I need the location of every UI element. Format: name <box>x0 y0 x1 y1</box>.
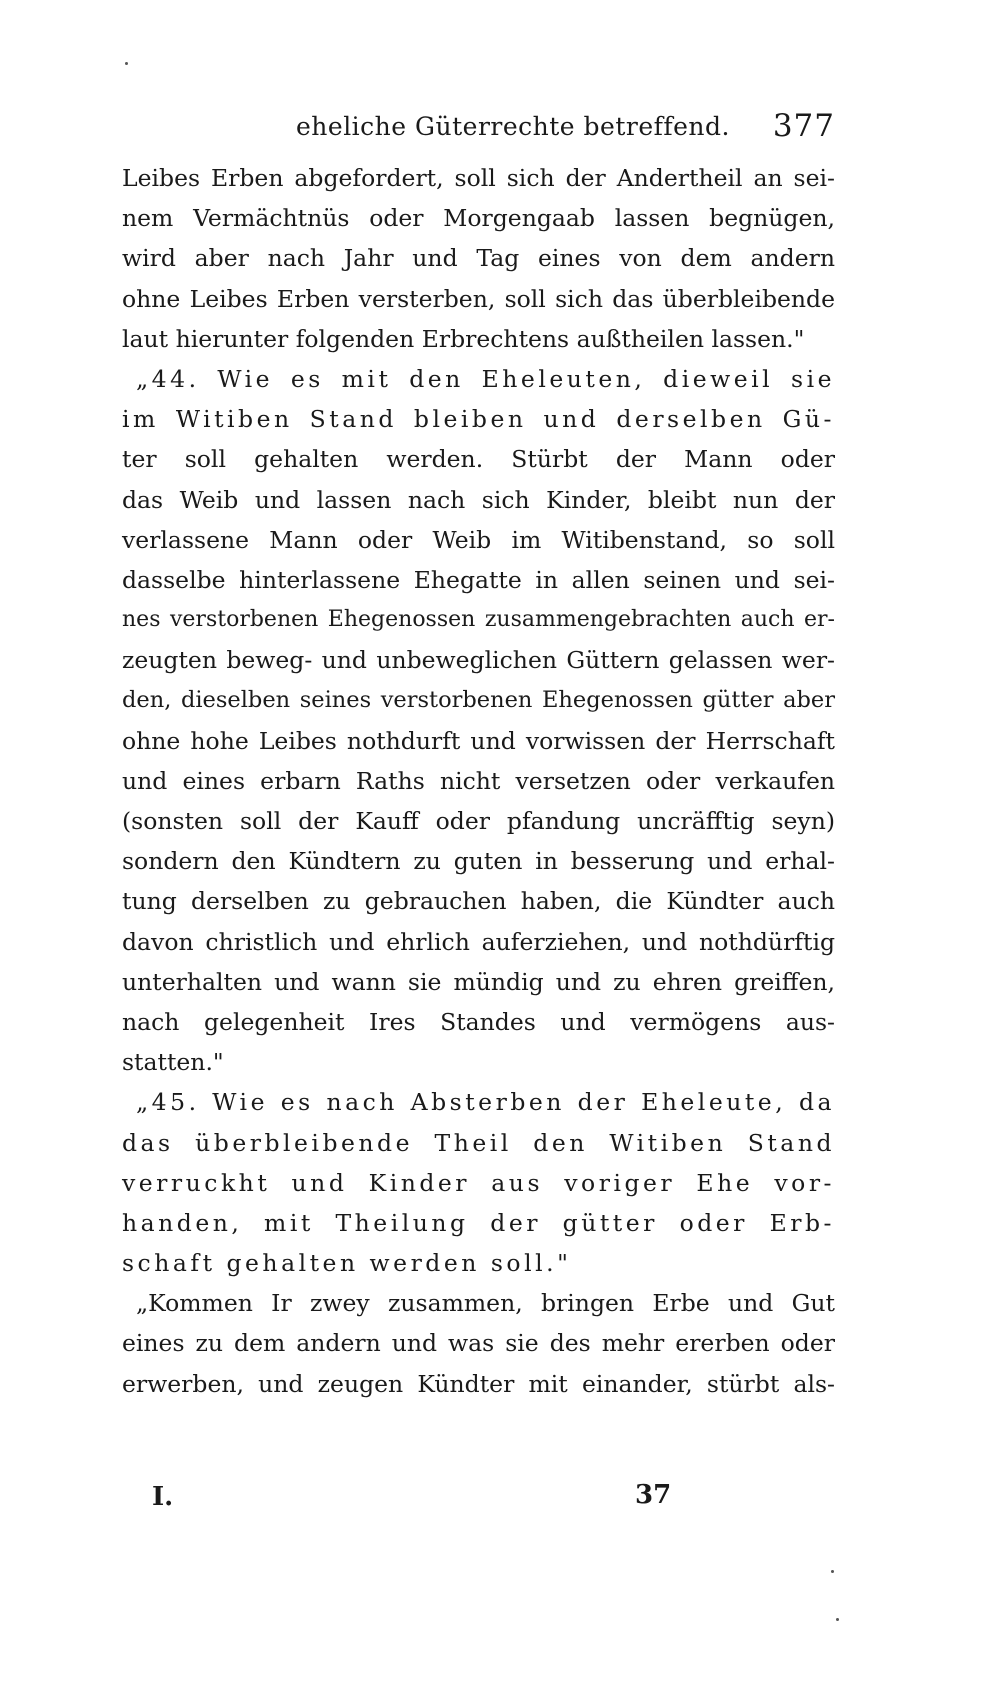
section-heading-line: im Witiben Stand bleiben und derselben Gü- <box>122 405 835 434</box>
paper-speck <box>836 1618 839 1621</box>
page-header <box>120 108 835 148</box>
text-line: davon christlich und ehrlich auferziehen, und nothdürftig <box>122 927 835 956</box>
text-line: das Weib und lassen nach sich Kinder, bleibt nun der <box>122 485 835 514</box>
text-line: und eines erbarn Raths nicht versetzen oder verkaufen <box>122 766 835 795</box>
text-line: ter soll gehalten werden. Stürbt der Mann oder <box>122 445 835 474</box>
text-line: nem Vermächtnüs oder Morgengaab lassen begnügen, <box>122 204 835 233</box>
text-line: unterhalten und wann sie mündig und zu ehren greiffen, <box>122 967 835 996</box>
paper-speck <box>125 62 128 65</box>
sheet-number: 37 <box>635 1480 672 1510</box>
section-heading-line: handen, mit Theilung der gütter oder Erb- <box>122 1208 835 1237</box>
text-line: erwerben, und zeugen Kündter mit einander, stürbt als- <box>122 1369 835 1398</box>
body-text <box>122 158 835 1404</box>
page-number: 377 <box>772 108 835 144</box>
section-heading-line: verruckht und Kinder aus voriger Ehe vor- <box>122 1168 835 1197</box>
page-footer <box>152 1482 712 1516</box>
text-line: den, dieselben seines verstorbenen Ehegenossen gütter aber <box>122 687 835 714</box>
text-line: nes verstorbenen Ehegenossen zusammengebrachten auch er- <box>122 607 835 633</box>
section-heading-line: „44. Wie es mit den Eheleuten, dieweil sie <box>136 364 835 393</box>
text-line: zeugten beweg- und unbeweglichen Güttern gelassen wer- <box>122 646 835 675</box>
section-heading-line: „45. Wie es nach Absterben der Eheleute, da <box>136 1088 835 1117</box>
text-line: Leibes Erben abgefordert, soll sich der Andertheil an sei- <box>122 164 835 192</box>
text-line: verlassene Mann oder Weib im Witibenstand, so soll <box>122 525 835 554</box>
text-line: nach gelegenheit Ires Standes und vermögens aus- <box>122 1007 835 1036</box>
text-line: eines zu dem andern und was sie des mehr ererben oder <box>122 1329 835 1358</box>
text-line: ohne hohe Leibes nothdurft und vorwissen der Herrschaft <box>122 726 835 755</box>
text-line: „Kommen Ir zwey zusammen, bringen Erbe und Gut <box>136 1289 835 1318</box>
text-line: statten." <box>122 1048 224 1077</box>
text-line: laut hierunter folgenden Erbrechtens außtheilen lassen." <box>122 324 805 353</box>
text-line: ohne Leibes Erben versterben, soll sich das überbleibende <box>122 284 835 313</box>
signature-mark: I. <box>152 1482 174 1512</box>
paper-speck <box>831 1570 834 1573</box>
section-heading-line: das überbleibende Theil den Witiben Stand <box>122 1128 835 1157</box>
text-line: dasselbe hinterlassene Ehegatte in allen seinen und sei- <box>122 565 835 594</box>
text-line: tung derselben zu gebrauchen haben, die Kündter auch <box>122 887 835 916</box>
text-line: (sonsten soll der Kauff oder pfandung uncräfftig seyn) <box>122 807 835 835</box>
section-heading-line: schaft gehalten werden soll." <box>122 1249 572 1278</box>
running-head: eheliche Güterrechte betreffend. <box>296 112 730 141</box>
text-line: wird aber nach Jahr und Tag eines von dem andern <box>122 244 835 273</box>
text-line: sondern den Kündtern zu guten in besserung und erhal- <box>122 847 835 876</box>
